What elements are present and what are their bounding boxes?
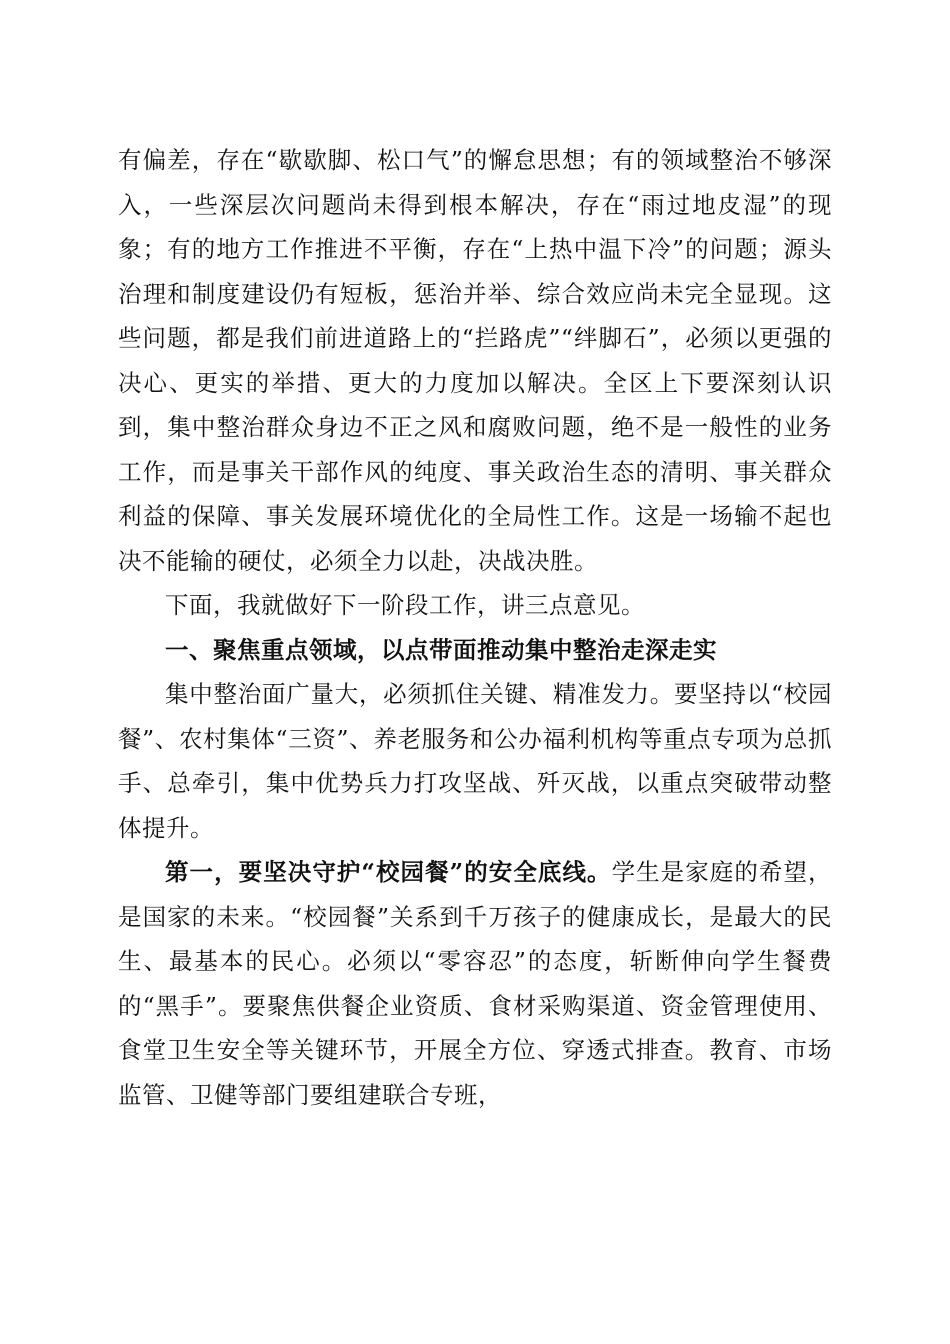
document-body xyxy=(118,138,832,1117)
paragraph-section-1: 集中整治面广量大，必须抓住关键、精准发力。要坚持以“校园餐”、农村集体“三资”、养老服务和公办福利机构等重点专项为总抓手、总牵引，集中优势兵力打攻坚战、歼灭战，以重点突破带动整体提升。 xyxy=(118,680,832,842)
paragraph-intro: 下面，我就做好下一阶段工作，讲三点意见。 xyxy=(165,591,645,619)
point-1-lead: 第一，要坚决守护“校园餐”的安全底线。 xyxy=(165,858,612,886)
paragraph-point-1 xyxy=(118,850,832,1117)
point-1-body: 学生是家庭的希望，是国家的未来。“校园餐”关系到千万孩子的健康成长，是最大的民生、最基本的民心。必须以“零容忍”的态度，斩断伸向学生餐费的“黑手”。要聚焦供餐企业资质、食材采购渠道、资金管理使用、食堂卫生安全等关键环节，开展全方位、穿透式排查。教育、市场监管、卫健等部门要组建联合专班， xyxy=(118,858,832,1109)
section-heading-1: 一、聚焦重点领域，以点带面推动集中整治走深走实 xyxy=(165,635,717,664)
paragraph-continuation: 有偏差，存在“歇歇脚、松口气”的懈怠思想；有的领域整治不够深入，一些深层次问题尚未得到根本解决，存在“雨过地皮湿”的现象；有的地方工作推进不平衡，存在“上热中温下冷”的问题；源头治理和制度建设仍有短板，惩治并举、综合效应尚未完全显现。这些问题，都是我们前进道路上的“拦路虎”“绊脚石”，必须以更强的决心、更实的举措、更大的力度加以解决。全区上下要深刻认识到，集中整治群众身边不正之风和腐败问题，绝不是一般性的业务工作，而是事关干部作风的纯度、事关政治生态的清明、事关群众利益的保障、事关发展环境优化的全局性工作。这是一场输不起也决不能输的硬仗，必须全力以赴，决战决胜。 xyxy=(118,146,832,575)
